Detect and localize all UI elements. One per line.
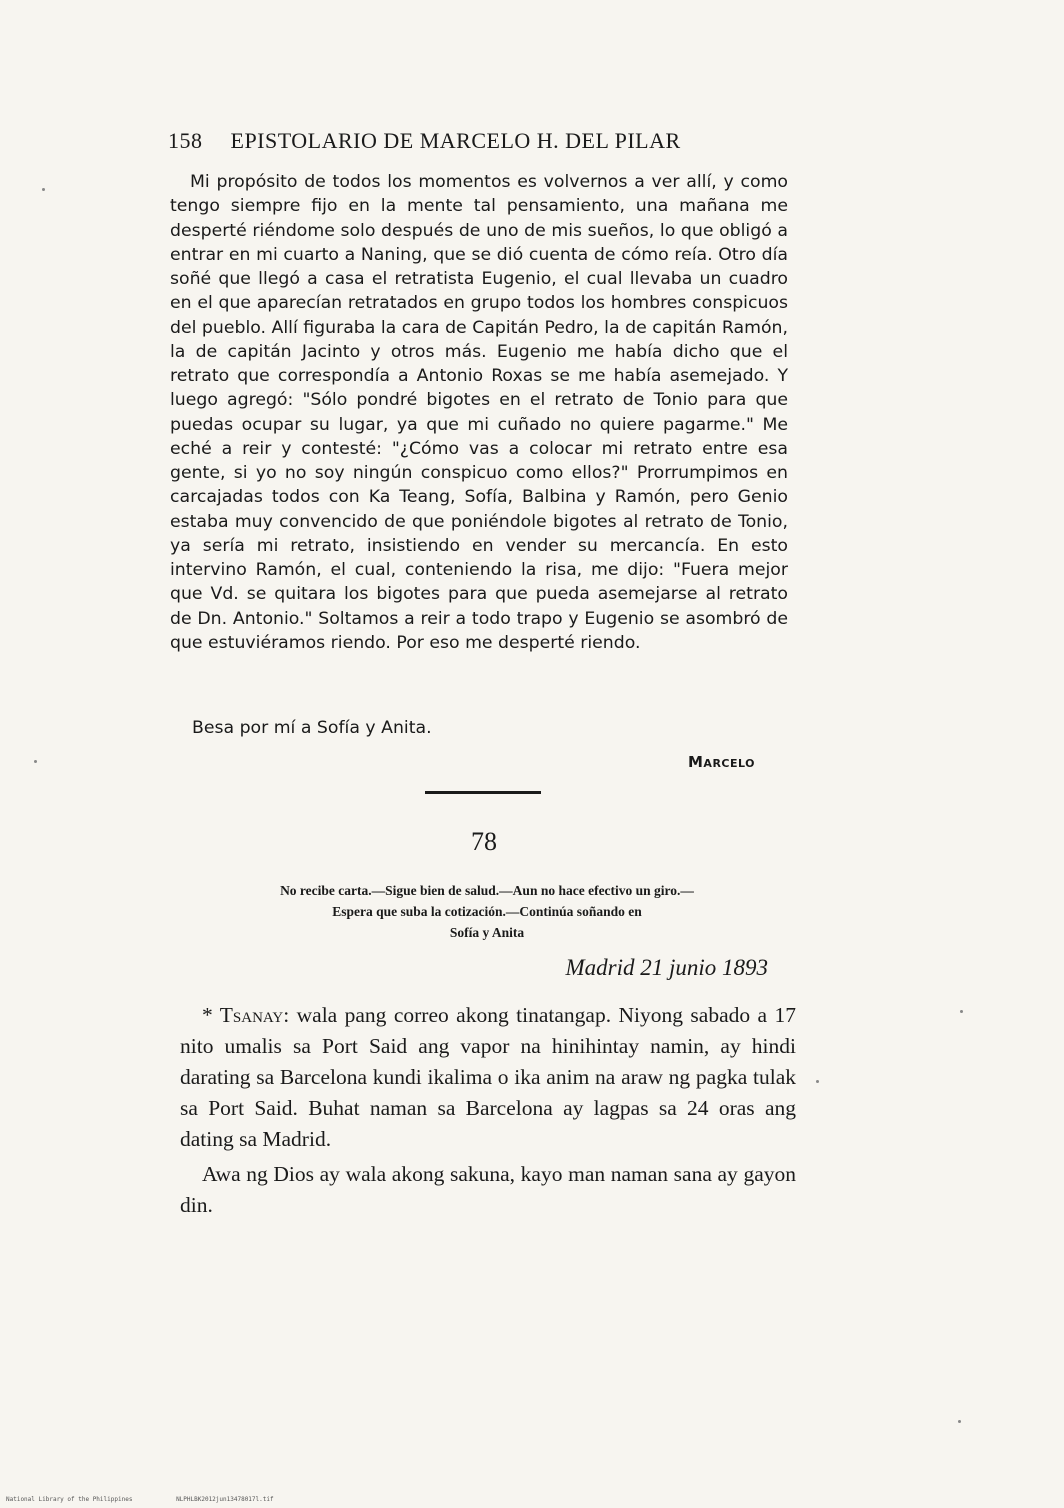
scan-footer [6,1496,314,1503]
scan-speck [34,760,37,763]
scan-speck [816,1080,819,1083]
letter-78-paragraph-1 [180,1000,796,1155]
letter-number: 78 [471,827,497,856]
letter-77-body [170,170,788,655]
letter-77-closing: Besa por mí a Sofía y Anita. [192,718,432,738]
summary-line: Espera que suba la cotización.—Continúa soñando en [332,904,642,919]
letter-77-signature: Marcelo [688,753,755,771]
letter-78-body [180,1000,796,1225]
scan-speck [958,1420,961,1423]
file-identifier: NLPHLBK2012jun13478017l.tif [176,1496,274,1503]
running-header [168,128,728,154]
page-number: 158 [168,128,203,153]
letter-78-summary [170,880,804,943]
letter-77-paragraph: Mi propósito de todos los momentos es volvernos a ver allí, y como tengo siempre fijo en la mente tal pensamiento, una mañana me desperté riéndome solo después de uno de mis sueños, lo que obligó a entrar en mi cuarto a Naning, que se dió cuenta de cómo reía. Otro día soñé que llegó a casa el retratista Eugenio, el cual llevaba un cuadro en el que aparecían retratados en grupo todos los hombres conspicuos del pueblo. Allí figuraba la cara de Capitán Pedro, la de capitán Ramón, la de capitán Jacinto y otros más. Eugenio me había dicho que el retrato que correspondía a Antonio Roxas se me había asemejado. Y luego agregó: "Sólo pondré bigotes en el retrato de Tonio para que puedas ocupar su lugar, ya que mi cuñado no quiere pagarme." Me eché a reir y contesté: "¿Cómo vas a colocar mi retrato entre esa gente, si yo no soy ningún conspicuo como ellos?" Prorrumpimos en carcajadas todos con Ka Teang, Sofía, Balbina y Ramón, pero Genio estaba muy convencido de que poniéndole bigotes al retrato de Tonio, ya sería mi retrato, insistiendo en vender su mercancía. En esto intervino Ramón, el cual, conteniendo la risa, me dijo: "Fuera mejor que Vd. se quitara los bigotes para que pueda asemejarse al retrato de Dn. Antonio." Soltamos a reir a todo trapo y Eugenio se asombró de que estuviéramos riendo. Por eso me desperté riendo. [170,172,788,653]
letter-78-paragraph-2: Awa ng Dios ay wala akong sakuna, kayo man naman sana ay gayon din. [180,1162,796,1217]
scan-speck [960,1010,963,1013]
running-title: EPISTOLARIO DE MARCELO H. DEL PILAR [230,128,681,153]
salutation: * Tsanay: [202,1003,290,1027]
paragraph-text: wala pang correo akong tinatangap. Niyong sabado a 17 nito umalis sa Port Said ang vapor na hinihintay namin, ay hindi darating sa Barcelona kundi ikalima o ika anim na araw ng pagka tulak sa Port Said. Buhat naman sa Barcelona ay lagpas sa 24 oras ang dating sa Madrid. [180,1003,797,1151]
summary-line: Sofía y Anita [449,925,525,940]
scan-speck [42,188,45,191]
section-divider [425,791,541,794]
letter-78-dateline: Madrid 21 junio 1893 [565,955,768,980]
library-credit: National Library of the Philippines [6,1496,133,1503]
summary-line: No recibe carta.—Sigue bien de salud.—Aun no hace efectivo un giro.— [280,883,694,898]
